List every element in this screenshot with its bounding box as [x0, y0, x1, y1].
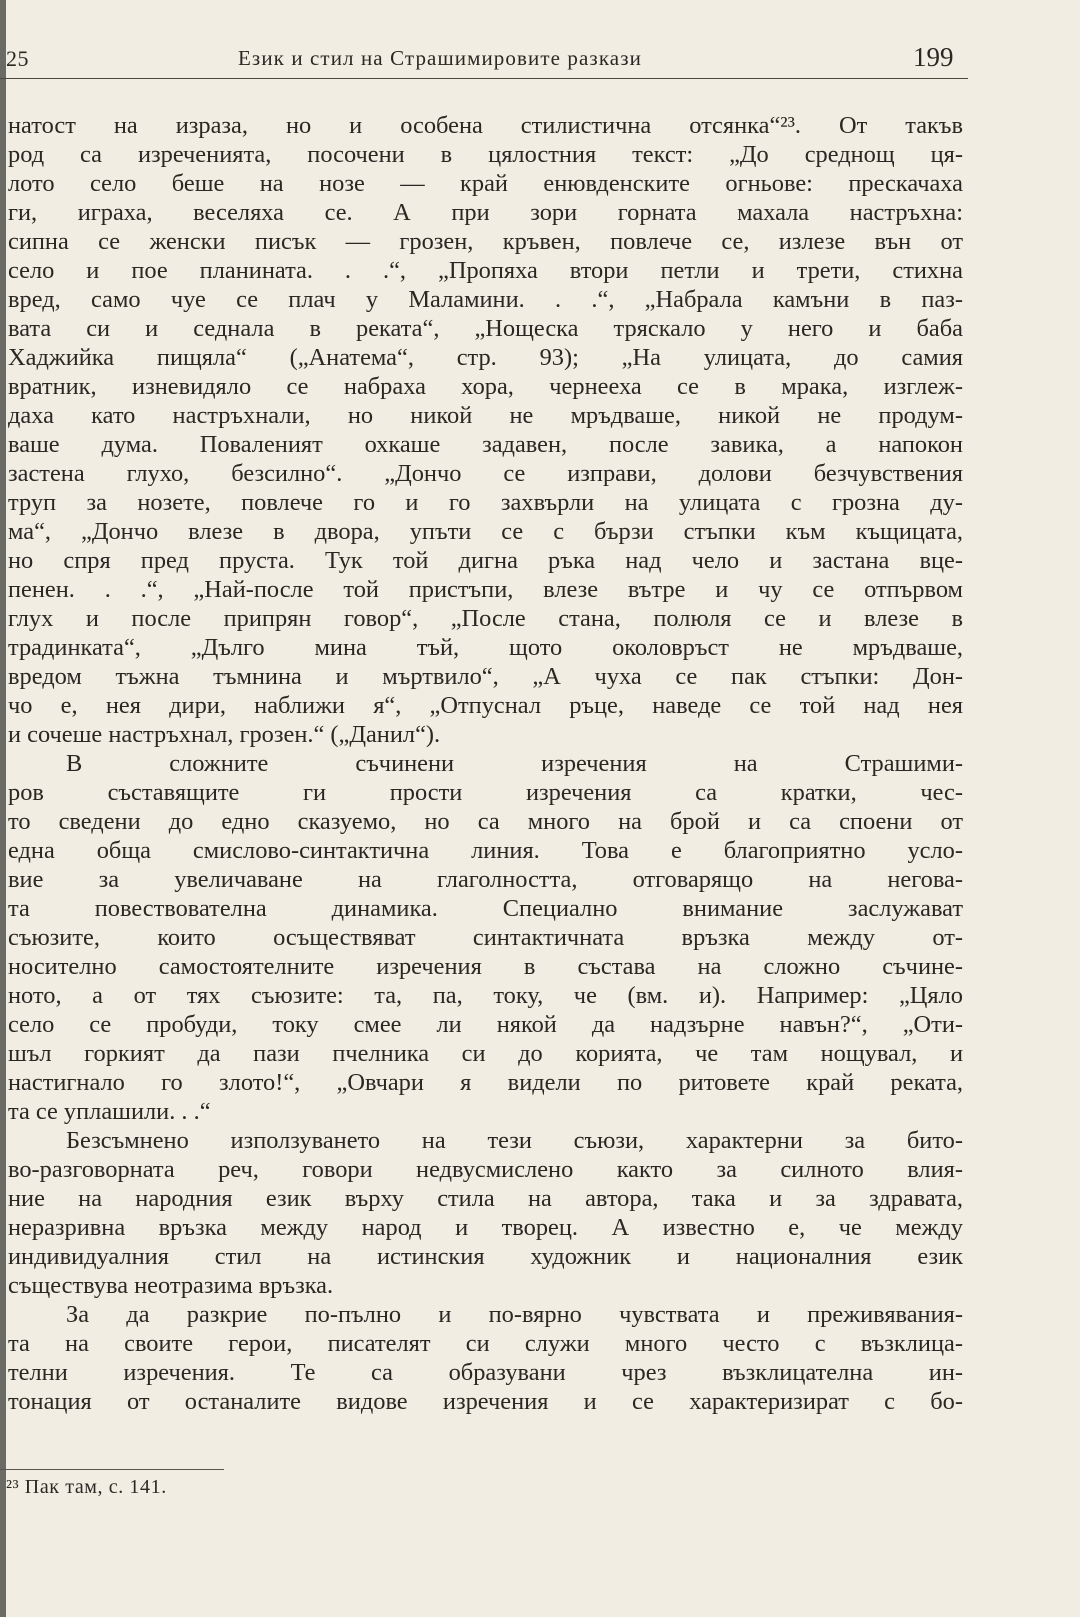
text-line: труп за нозете, повлече го и го захвърли на улицата с грозна ду-: [8, 489, 963, 516]
text-line: ние на народния език върху стила на автора, така и за здравата,: [8, 1185, 963, 1212]
text-line: та на своите герои, писателят си служи много често с възклица-: [8, 1330, 963, 1357]
paragraph-start-line: Безсъмнено използуването на тези съюзи, характерни за бито-: [66, 1127, 963, 1154]
text-line: ваше дума. Поваленият охкаше задавен, после завика, а напокон: [8, 431, 963, 458]
text-line: вред, само чуе се плач у Маламини. . .“, „Набрала камъни в паз-: [8, 286, 963, 313]
text-line: вредом тъжна тъмнина и мъртвило“, „А чуха се пак стъпки: Дон-: [8, 663, 963, 690]
text-line: то сведени до едно сказуемо, но са много на брой и са споени от: [8, 808, 963, 835]
paragraph-start-line: За да разкрие по-пълно и по-вярно чувствата и преживявания-: [66, 1301, 963, 1328]
text-line: неразривна връзка между народ и творец. А известно е, че между: [8, 1214, 963, 1241]
footnote-rule: [0, 1469, 224, 1470]
text-line: индивидуалния стил на истинския художник и националния език: [8, 1243, 963, 1270]
text-line: лото село беше на нозе — край енювденските огньове: прескачаха: [8, 170, 963, 197]
text-line: ма“, „Дончо влезе в двора, упъти се с бързи стъпки към къщицата,: [8, 518, 963, 545]
text-line: но спря пред пруста. Тук той дигна ръка над чело и застана вце-: [8, 547, 963, 574]
running-header: [0, 38, 1000, 78]
text-line: ното, а от тях съюзите: та, па, току, че (вм. и). Например: „Цяло: [8, 982, 963, 1009]
text-line: настигнало го злото!“, „Овчари я видели по ритовете край реката,: [8, 1069, 963, 1096]
text-line: чо е, нея дири, наближи я“, „Отпуснал ръце, наведе се той над нея: [8, 692, 963, 719]
text-line: традинката“, „Дълго мина тъй, щото околовръст не мръдваше,: [8, 634, 963, 661]
text-line: вата си и седнала в реката“, „Нощеска тряскало у него и баба: [8, 315, 963, 342]
text-line: пенен. . .“, „Най-после той пристъпи, влезе вътре и чу се отпървом: [8, 576, 963, 603]
text-line: та повествователна динамика. Специално внимание заслужават: [8, 895, 963, 922]
body-text: [8, 111, 963, 1416]
paragraph-end-line: съществува неотразима връзка.: [8, 1272, 334, 1299]
paragraph-start-line: В сложните съчинени изречения на Страшими-: [66, 750, 963, 777]
text-line: глух и после припрян говор“, „После стана, полюля се и влезе в: [8, 605, 963, 632]
text-line: ров съставящите ги прости изречения са кратки, чес-: [8, 779, 963, 806]
text-line: во-разговорната реч, говори недвусмислено както за силното влия-: [8, 1156, 963, 1183]
header-left-number: 25: [6, 46, 29, 71]
text-line: вие за увеличаване на глаголността, отговарящо на негова-: [8, 866, 963, 893]
text-line: село се пробуди, току смее ли някой да надзърне навън?“, „Оти-: [8, 1011, 963, 1038]
text-line: шъл горкият да пази пчелника си до корията, че там нощувал, и: [8, 1040, 963, 1067]
page-binding-edge: [0, 0, 6, 1617]
header-title: Език и стил на Страшимировите разкази: [238, 46, 642, 70]
text-line: носително самостоятелните изречения в състава на сложно съчине-: [8, 953, 963, 980]
header-rule: [0, 78, 968, 79]
text-line: Хаджийка пищяла“ („Анатема“, стр. 93); „На улицата, до самия: [8, 344, 963, 371]
text-line: застена глухо, безсилно“. „Дончо се изправи, долови безчувствения: [8, 460, 963, 487]
text-line: род са изреченията, посочени в цялостния текст: „До среднощ ця-: [8, 141, 963, 168]
footnote: ²³ Пак там, с. 141.: [6, 1476, 167, 1498]
text-line: ги, играха, веселяха се. А при зори горната махала настръхна:: [8, 199, 963, 226]
text-line: село и пое планината. . .“, „Пропяха втори петли и трети, стихна: [8, 257, 963, 284]
text-line: сипна се женски писък — грозен, кръвен, повлече се, излезе вън от: [8, 228, 963, 255]
text-line: вратник, изневидяло се набраха хора, чернееха се в мрака, изглеж-: [8, 373, 963, 400]
paragraph-end-line: и сочеше настръхнал, грозен.“ („Данил“).: [8, 721, 441, 748]
text-line: телни изречения. Те са образувани чрез възклицателна ин-: [8, 1359, 963, 1386]
page-number: 199: [913, 42, 954, 72]
text-line: натост на израза, но и особена стилистична отсянка“²³. От такъв: [8, 112, 963, 139]
paragraph-end-line: та се уплашили. . .“: [8, 1098, 211, 1125]
text-line: тонация от останалите видове изречения и се характеризират с бо-: [8, 1388, 963, 1415]
text-line: даха като настръхнали, но никой не мръдваше, никой не продум-: [8, 402, 963, 429]
text-line: съюзите, които осъществяват синтактичната връзка между от-: [8, 924, 963, 951]
text-line: една обща смислово-синтактична линия. Това е благоприятно усло-: [8, 837, 963, 864]
